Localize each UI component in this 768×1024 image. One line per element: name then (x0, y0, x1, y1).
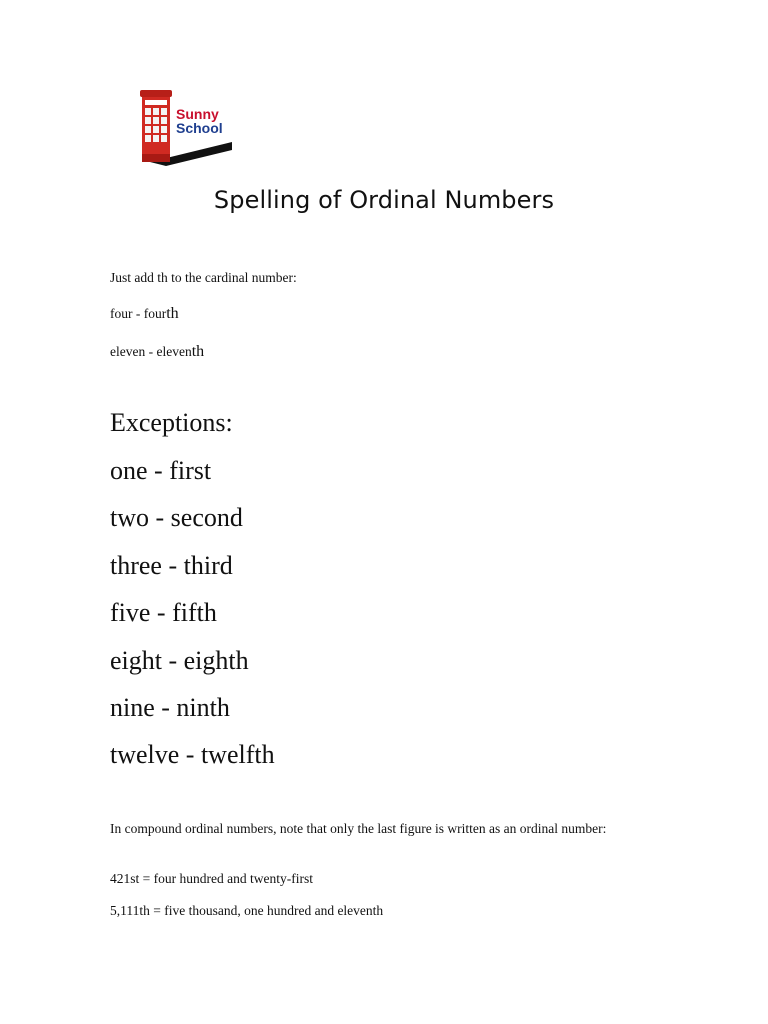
logo-line2: School (176, 120, 223, 136)
sunny-school-logo (136, 90, 232, 166)
exceptions-heading: Exceptions: (110, 408, 233, 437)
phone-booth-icon (136, 90, 232, 166)
exception-item: eight - eighth (110, 646, 249, 675)
compound-example: 421st = four hundred and twenty-first (110, 871, 313, 886)
example-line-2 (110, 342, 204, 362)
exception-item: three - third (110, 551, 233, 580)
example-suffix: th (166, 305, 179, 322)
example-text: eleven - eleven (110, 344, 192, 359)
compound-note: In compound ordinal numbers, note that only the last figure is written as an ordinal number: (110, 821, 607, 836)
exception-item: two - second (110, 503, 243, 532)
example-line-1 (110, 304, 179, 324)
exception-item: one - first (110, 456, 212, 485)
page-title: Spelling of Ordinal Numbers (213, 186, 555, 214)
exception-item: five - fifth (110, 598, 217, 627)
example-suffix: th (191, 343, 205, 360)
exception-item: nine - ninth (110, 693, 230, 722)
example-text: four - four (110, 306, 167, 321)
intro-text: Just add th to the cardinal number: (110, 270, 297, 285)
logo-line1: Sunny (176, 106, 219, 122)
exception-item: twelve - twelfth (110, 740, 275, 769)
compound-example: 5,111th = five thousand, one hundred and eleventh (110, 903, 384, 918)
